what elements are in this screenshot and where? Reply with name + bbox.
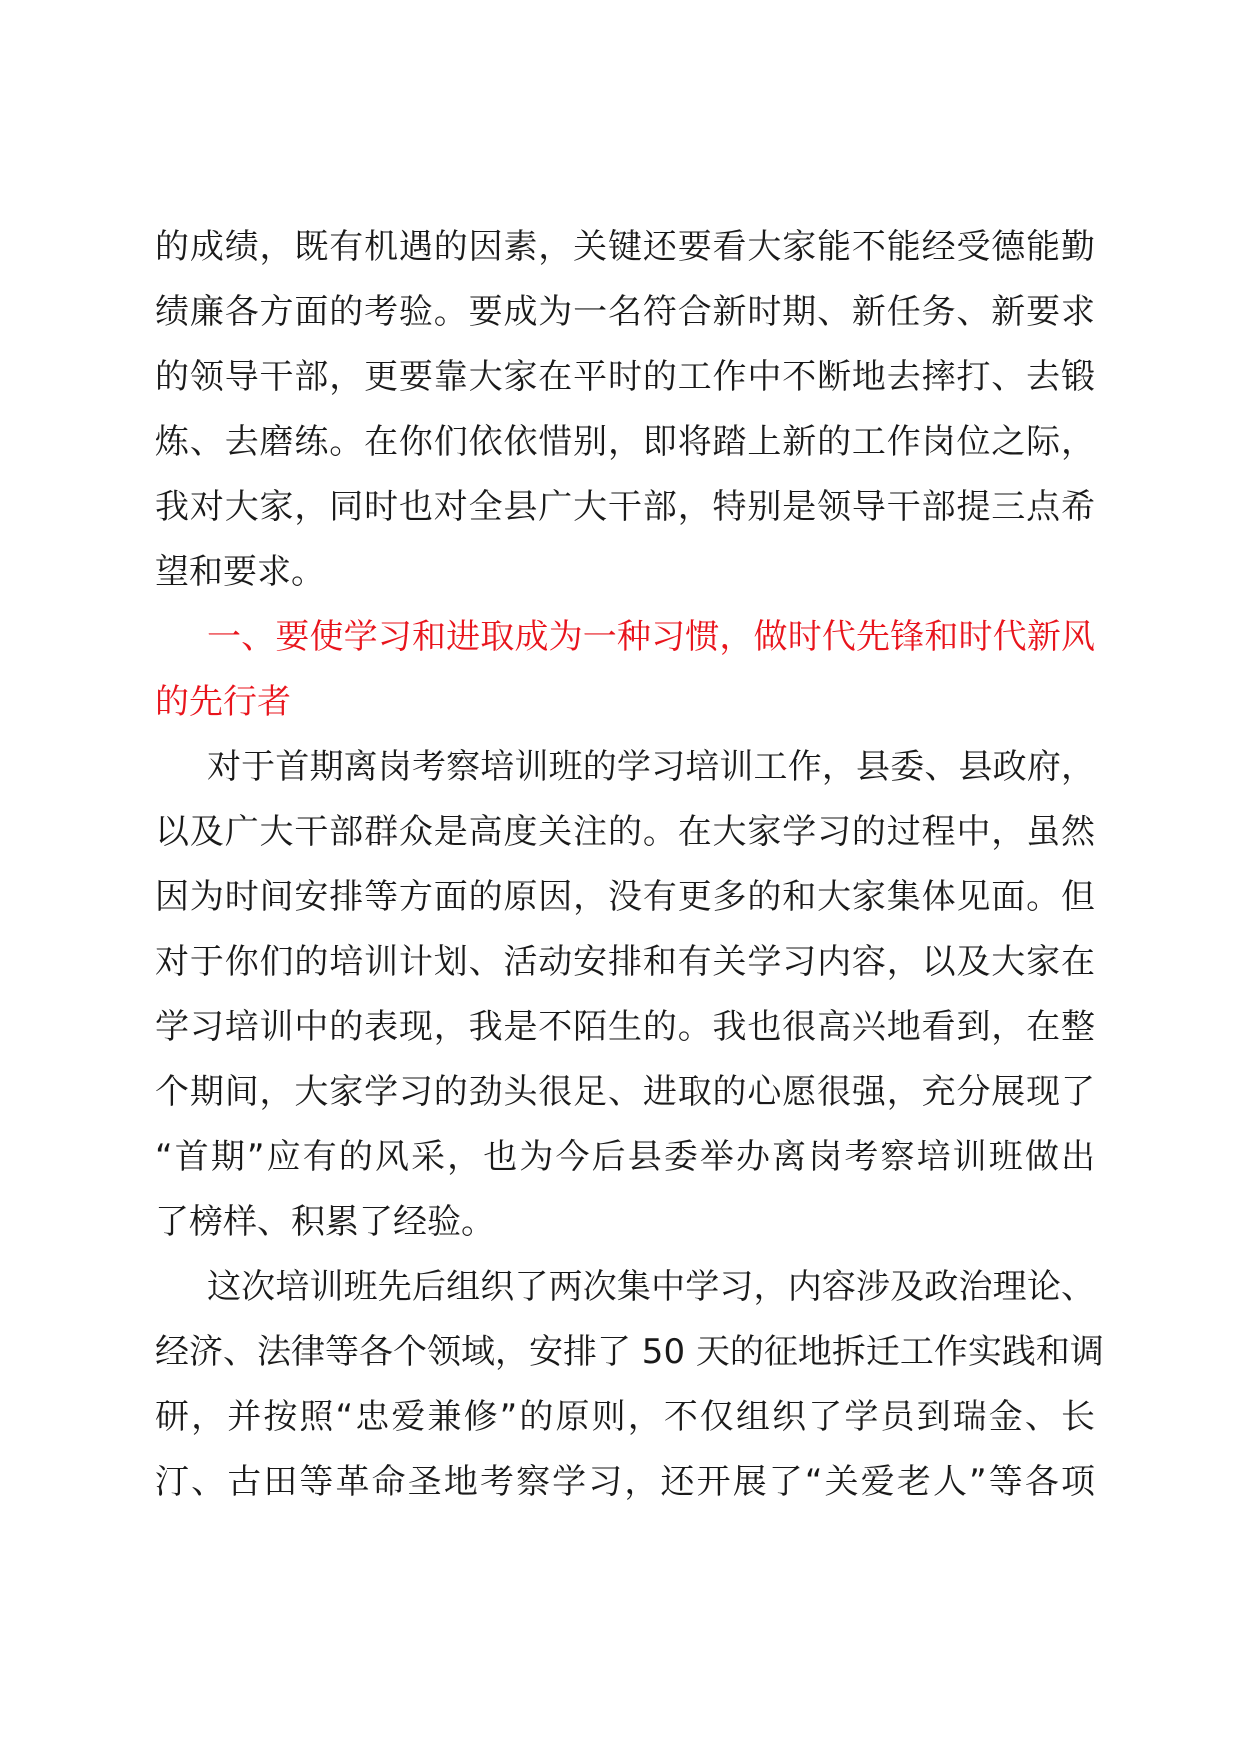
text-line: 汀、古田等革命圣地考察学习，还开展了“关爱老人”等各项	[155, 1462, 1095, 1502]
text-line: 因为时间安排等方面的原因，没有更多的和大家集体见面。但	[155, 877, 1095, 917]
text-line: 这次培训班先后组织了两次集中学习，内容涉及政治理论、	[207, 1267, 1095, 1307]
text-line: 炼、去磨练。在你们依依惜别，即将踏上新的工作岗位之际，	[155, 422, 1095, 462]
body-text	[155, 215, 1104, 1515]
text-line: 研，并按照“忠爱兼修”的原则，不仅组织了学员到瑞金、长	[155, 1397, 1095, 1437]
heading-line: 的先行者	[155, 682, 291, 722]
heading-line: 一、要使学习和进取成为一种习惯，做时代先锋和时代新风	[207, 617, 1095, 657]
text-line: 我对大家，同时也对全县广大干部，特别是领导干部提三点希	[155, 487, 1095, 527]
text-line: 的领导干部，更要靠大家在平时的工作中不断地去摔打、去锻	[155, 357, 1095, 397]
text-line: 经济、法律等各个领域，安排了 50 天的征地拆迁工作实践和调	[155, 1332, 1104, 1372]
text-line: 个期间，大家学习的劲头很足、进取的心愿很强，充分展现了	[155, 1072, 1095, 1112]
text-line: 以及广大干部群众是高度关注的。在大家学习的过程中，虽然	[155, 812, 1095, 852]
text-line: 对于你们的培训计划、活动安排和有关学习内容，以及大家在	[155, 942, 1095, 982]
text-line: 望和要求。	[155, 552, 325, 592]
text-line: 学习培训中的表现，我是不陌生的。我也很高兴地看到，在整	[155, 1007, 1095, 1047]
text-line: 了榜样、积累了经验。	[155, 1202, 495, 1242]
text-line: “首期”应有的风采，也为今后县委举办离岗考察培训班做出	[155, 1137, 1095, 1177]
text-line: 对于首期离岗考察培训班的学习培训工作，县委、县政府，	[207, 747, 1095, 787]
text-line: 绩廉各方面的考验。要成为一名符合新时期、新任务、新要求	[155, 292, 1095, 332]
paragraph	[155, 735, 1095, 1255]
section-heading	[155, 605, 1095, 735]
paragraph-continuation	[155, 215, 1095, 605]
text-line: 的成绩，既有机遇的因素，关键还要看大家能不能经受德能勤	[155, 227, 1095, 267]
paragraph	[155, 1255, 1104, 1515]
